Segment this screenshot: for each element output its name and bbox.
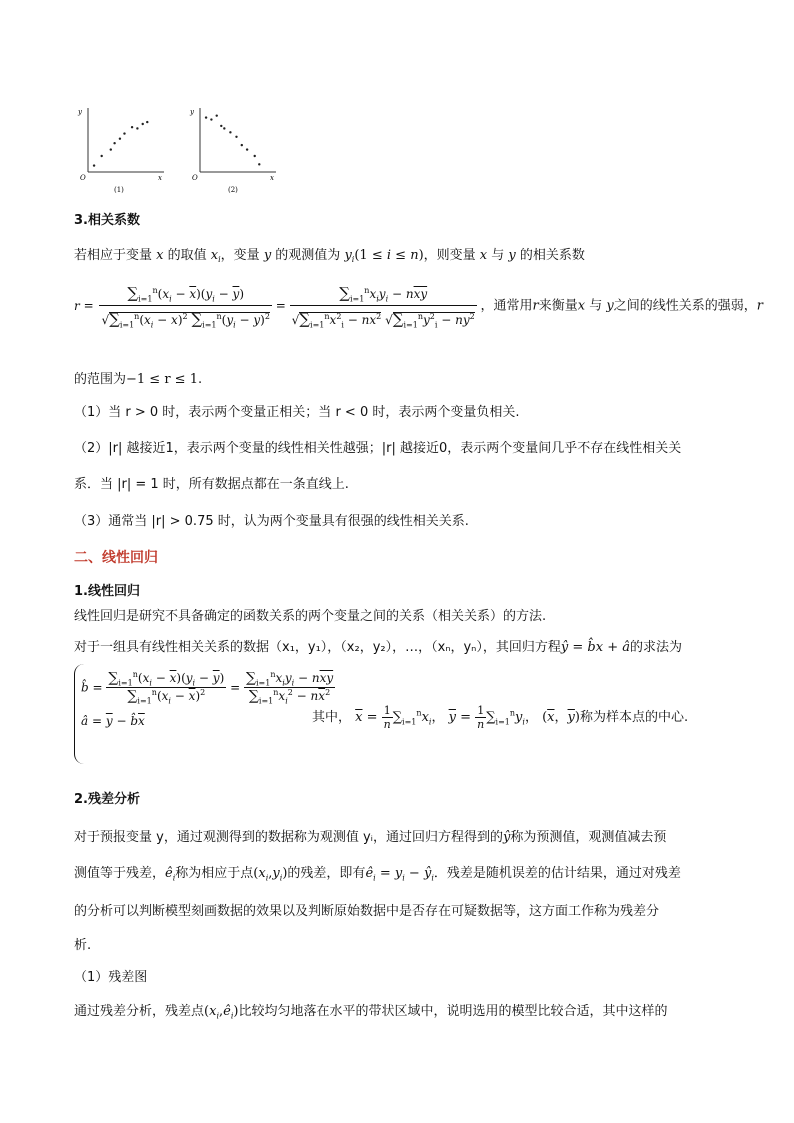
range-expr: −1 ≤ r ≤ 1 xyxy=(126,372,198,387)
scatter-point xyxy=(93,164,95,166)
sub2-p5-tail: 比较均匀地落在水平的带状区域中，说明选用的模型比较合适，其中这样的 xyxy=(238,1004,668,1019)
axis-y-label-1: y xyxy=(78,108,82,116)
scatter-point xyxy=(210,118,212,120)
intro-text-g: 的相关系数 xyxy=(519,248,585,263)
scatter-point xyxy=(216,114,218,116)
scatter-point xyxy=(258,163,260,165)
item-1: （1）当 r > 0 时，表示两个变量正相关；当 r < 0 时，表示两个变量负相关. xyxy=(74,405,520,420)
range-text: 的范围为 xyxy=(74,372,127,387)
scatter-point xyxy=(113,142,115,144)
sub2-paragraph-3: 的分析可以判断模型刻画数据的效果以及判断原始数据中是否存在可疑数据等，这方面工作称为残差分 xyxy=(74,904,660,919)
figure-label-1: (1) xyxy=(114,186,124,194)
intro-text-b: 的取值 xyxy=(167,248,207,263)
figure-label-2: (2) xyxy=(228,186,238,194)
axis-x-label-1: x xyxy=(158,174,162,182)
scatter-point xyxy=(136,127,138,129)
range-line: 的范围为−1 ≤ r ≤ 1. xyxy=(74,372,203,387)
sub1-paragraph-2: 对于一组具有线性相关关系的数据（x₁，y₁），（x₂，y₂），…，（xₙ，yₙ），其回归方程ŷ = b̂x + â的求法为 xyxy=(74,640,683,655)
center-tail: 称为样本点的中心. xyxy=(579,710,689,725)
scatter-point xyxy=(229,131,231,133)
sub2-paragraph-5: 通过残差分析，残差点$(x_i,ê_i)$比较均匀地落在水平的带状区域中，说明选用的模型比较合适，其中这样的 xyxy=(74,1004,668,1021)
sub1-p2-tail: 的求法为 xyxy=(630,640,683,655)
item-2-line-a: （2）|r| 越接近1，表示两个变量的线性相关性越强；|r| 越接近0，表示两个变量间几乎不存在线性相关关 xyxy=(74,441,682,456)
sub2-p1-text: 对于预报变量 y，通过观测得到的数据称为观测值 yᵢ，通过回归方程得到的 xyxy=(74,830,503,845)
center-definition: 其中， $\overline{x}$ = $\frac{1}{n}$ $\sum_{i=1}^nx_i$， $\overline{y}$ = $\frac{1}{n}$ $\sum_{i=1}^ny_i$， ($\overline{x}$，$\overline{y}$)称为样本点的中心. xyxy=(312,704,689,731)
intro-text-c: ，变量 xyxy=(220,248,260,263)
sub2-p2-mid: 称为相应于点 xyxy=(175,866,254,881)
item-2-line-b: 系．当 |r| = 1 时，所有数据点都在一条直线上. xyxy=(74,477,349,492)
sub2-paragraph-2: 测值等于残差，$ê_i$称为相应于点$(x_i,y_i)$的残差，即有$ê_i = y_i$ − $ŷ_i$．残差是随机误差的估计结果，通过对残差 xyxy=(74,866,681,883)
scatter-point xyxy=(254,155,256,157)
scatter-points-2 xyxy=(205,114,261,165)
center-text: 其中， xyxy=(312,710,352,725)
sub2-paragraph-1: 对于预报变量 y，通过观测得到的数据称为观测值 yᵢ，通过回归方程得到的ŷ称为预测值，观测值减去预 xyxy=(74,830,667,845)
regression-system: b̂ = $\frac{\sum_{i=1}^n(x_i - \overline{x})(y_i - \overline{y})}{\sum_{i=1}^n(x_i - \overline{x})^2}$ = $\frac{\sum_{i=1}^nx_iy_i - n\overline{xy}}{\sum_{i=1}^nx_i^2 - n\overline{x}^2}$ â = $\overline{y}$ − $b̂\overline{x}$ xyxy=(74,664,335,764)
correlation-formula: r = $\frac{\sum_{i=1}^n(x_i - \overline{x})(y_i - \overline{y})}{√\sum_{i=1}^n(x_i - \overline{x})^2 \sum_{i=1}^n(y_i - \overline{y})^2}$ = $\frac{\sum_{i=1}^nx_iy_i - n\overline{xy}}{√\sum_{i=1}^nx^2_i - n\overline{x}^2 √\sum_{i=1}^ny^2_i - n\overline{y}^2}$ ，通常用r来衡量x 与 y之间的线性关系的强弱，r xyxy=(74,284,763,330)
after-formula-text: ，通常用 xyxy=(480,298,533,314)
scatter-figure-2 xyxy=(188,104,284,196)
scatter-figure-1 xyxy=(76,104,172,196)
origin-label-2: O xyxy=(192,174,198,182)
item-3: （3）通常当 |r| > 0.75 时，认为两个变量具有很强的线性相关关系. xyxy=(74,514,469,529)
section3-heading: 3.相关系数 xyxy=(74,213,140,228)
sub1-paragraph-1: 线性回归是研究不具备确定的函数关系的两个变量之间的关系（相关关系）的方法. xyxy=(74,609,547,624)
after-formula-text-2: 来衡量 xyxy=(538,298,578,314)
sub2-item-1: （1）残差图 xyxy=(74,970,148,985)
scatter-point xyxy=(100,155,102,157)
scatter-point xyxy=(119,138,121,140)
axis-x-label-2: x xyxy=(270,174,274,182)
scatter-point xyxy=(110,148,112,150)
origin-label-1: O xyxy=(80,174,86,182)
scatter-point xyxy=(205,116,207,118)
axis-y-label-2: y xyxy=(190,108,194,116)
after-formula-text-3: 之间的线性关系的强弱， xyxy=(613,298,757,314)
intro-text-f: 与 xyxy=(491,248,505,263)
intro-text-d: 的观测值为 xyxy=(275,248,341,263)
scatter-point xyxy=(241,144,243,146)
scatter-points-1 xyxy=(93,121,149,167)
scatter-point xyxy=(220,125,222,127)
sub2-p2-text: 测值等于残差， xyxy=(74,866,166,881)
sub2-p2-tail: ．残差是随机误差的估计结果，通过对残差 xyxy=(433,866,681,881)
intro-text-e: ，则变量 xyxy=(423,248,476,263)
intro-text-a: 若相应于变量 xyxy=(74,248,153,263)
scatter-point xyxy=(142,123,144,125)
scatter-point xyxy=(146,121,148,123)
scatter-point xyxy=(246,148,248,150)
scatter-point xyxy=(131,126,133,128)
section-two-heading: 二、线性回归 xyxy=(74,550,158,566)
sub1-heading: 1.线性回归 xyxy=(74,584,140,599)
scatter-point xyxy=(223,127,225,129)
sub2-heading: 2.残差分析 xyxy=(74,792,140,807)
sub2-p2-mid2: 的残差，即有 xyxy=(287,866,366,881)
sub2-p5-text: 通过残差分析，残差点 xyxy=(74,1004,205,1019)
section3-intro: 若相应于变量 x 的取值 $x_i$，变量 y 的观测值为 $y_i(1 \le i \le n)$，则变量 x 与 y 的相关系数 xyxy=(74,248,585,264)
scatter-point xyxy=(235,136,237,138)
scatter-point xyxy=(123,132,125,134)
sub1-p2-text: 对于一组具有线性相关关系的数据（x₁，y₁），（x₂，y₂），…，（xₙ，yₙ），其回归方程 xyxy=(74,640,561,655)
sub2-p1-tail: 称为预测值，观测值减去预 xyxy=(510,830,667,845)
sub2-paragraph-4: 析. xyxy=(74,938,92,953)
